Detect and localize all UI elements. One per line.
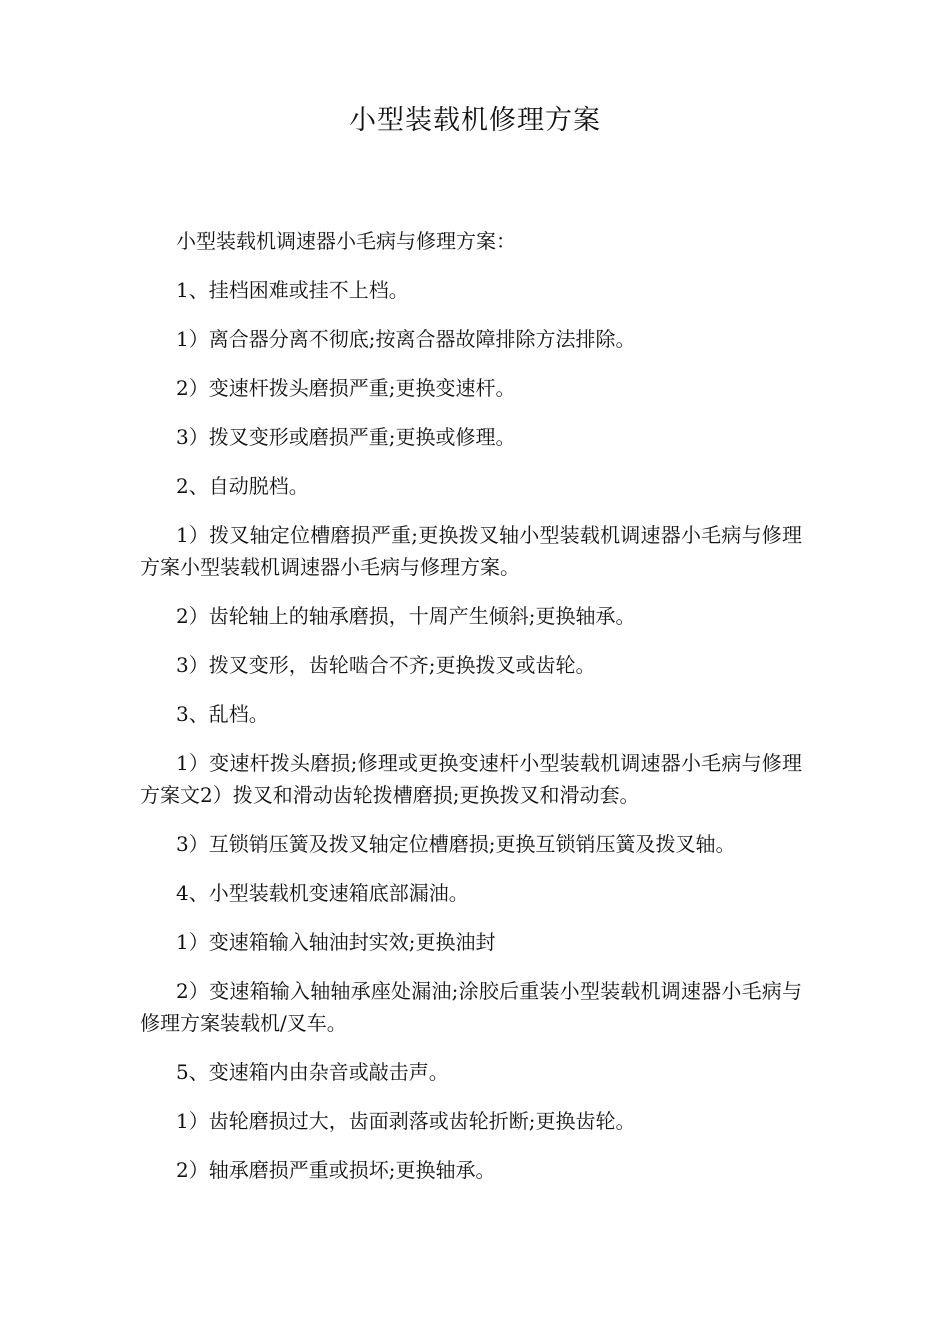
paragraph: 1）齿轮磨损过大，齿面剥落或齿轮折断;更换齿轮。	[176, 1109, 636, 1133]
paragraph: 2）变速杆拨头磨损严重;更换变速杆。	[176, 376, 516, 400]
paragraph: 1）离合器分离不彻底;按离合器故障排除方法排除。	[176, 327, 636, 351]
paragraph: 1）变速杆拨头磨损;修理或更换变速杆小型装载机调速器小毛病与修理方案文2）拨叉和滑动齿轮拨槽磨损;更换拨叉和滑动套。	[140, 751, 802, 807]
paragraph: 2）变速箱输入轴轴承座处漏油;涂胶后重装小型装载机调速器小毛病与修理方案装载机/叉车。	[140, 979, 802, 1035]
document-body	[140, 225, 802, 1203]
paragraph: 3）互锁销压簧及拨叉轴定位槽磨损;更换互锁销压簧及拨叉轴。	[176, 832, 736, 856]
paragraph: 1）变速箱输入轴油封实效;更换油封	[176, 930, 496, 954]
paragraph: 3、乱档。	[176, 702, 269, 726]
paragraph: 3）拨叉变形或磨损严重;更换或修理。	[176, 425, 516, 449]
paragraph: 小型装载机调速器小毛病与修理方案：	[176, 229, 516, 253]
paragraph: 5、变速箱内由杂音或敲击声。	[176, 1060, 449, 1084]
document-title: 小型装载机修理方案	[349, 105, 601, 136]
paragraph: 2、自动脱档。	[176, 474, 309, 498]
paragraph: 1）拨叉轴定位槽磨损严重;更换拨叉轴小型装载机调速器小毛病与修理方案小型装载机调速器小毛病与修理方案。	[140, 523, 802, 579]
paragraph: 1、挂档困难或挂不上档。	[176, 278, 409, 302]
paragraph: 2）齿轮轴上的轴承磨损，十周产生倾斜;更换轴承。	[176, 604, 636, 628]
paragraph: 4、小型装载机变速箱底部漏油。	[176, 881, 469, 905]
paragraph: 3）拨叉变形，齿轮啮合不齐;更换拨叉或齿轮。	[176, 653, 596, 677]
paragraph: 2）轴承磨损严重或损坏;更换轴承。	[176, 1158, 496, 1182]
